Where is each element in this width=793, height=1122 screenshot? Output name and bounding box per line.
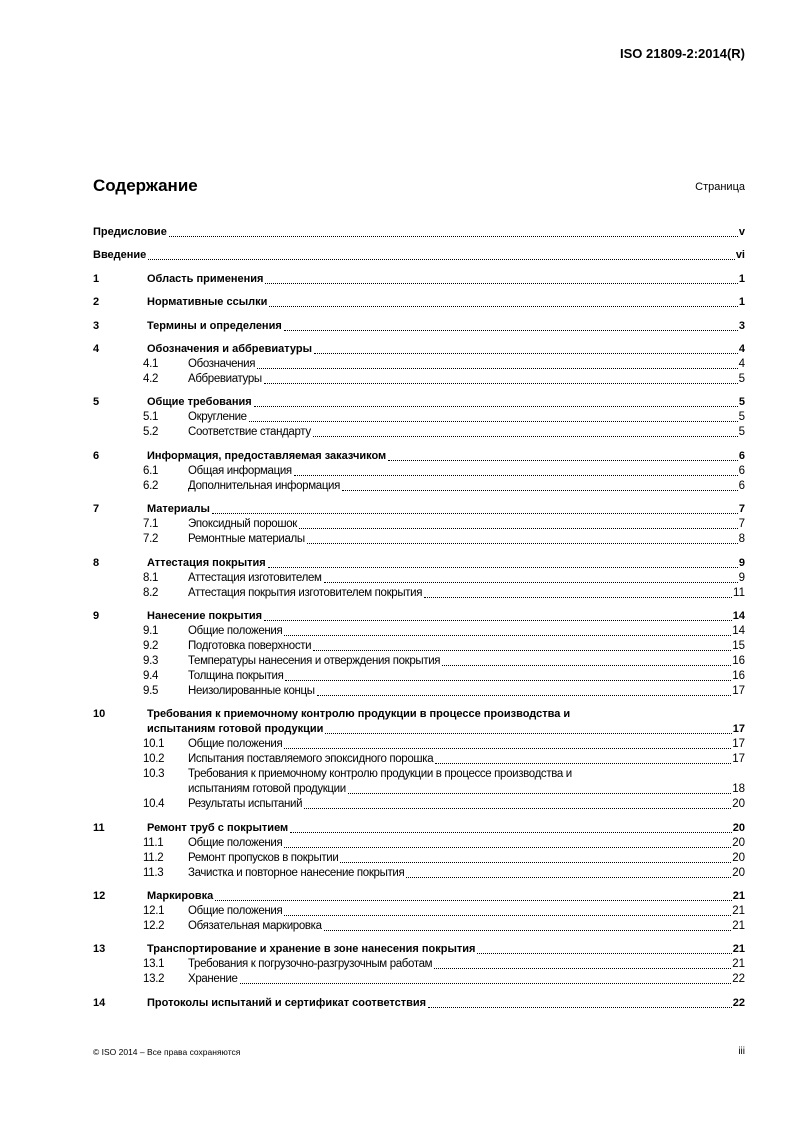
toc-entry[interactable] [93,395,745,410]
toc-entry[interactable] [93,752,745,767]
toc-entry-number: 8.1 [143,571,159,584]
dot-leader [284,329,738,331]
toc-entry[interactable] [93,502,745,517]
toc-entry-page: 16 [732,654,745,667]
toc-entry-page: 17 [732,753,745,766]
toc-entry-number: 3 [93,319,100,332]
toc-entry-number: 14 [93,996,106,1009]
toc-entry-page: 8 [738,533,745,546]
toc-entry-number: 12.2 [143,920,165,933]
toc-entry[interactable] [93,517,745,532]
dot-leader [169,235,738,237]
toc-entry-title: Испытания поставляемого эпоксидного порошка [188,753,434,766]
dot-leader [313,435,738,437]
dot-leader [212,512,738,514]
toc-entry-page: 6 [738,479,745,492]
toc-entry-page: 14 [732,609,745,622]
toc-entry[interactable] [93,654,745,669]
toc-entry-title: Обозначения и аббревиатуры [147,342,313,355]
toc-entry-title: Предисловие [93,226,167,238]
toc-entry-page: 20 [732,798,745,811]
toc-title: Содержание [93,176,198,195]
dot-leader [254,405,738,407]
toc-entry-number: 11.2 [143,851,164,864]
toc-entry-page: 14 [732,624,745,637]
toc-entry[interactable] [93,295,745,310]
toc-entry-number: 13.1 [143,958,165,971]
toc-entry-title: Общие положения [188,836,283,849]
toc-entry[interactable] [93,996,745,1011]
toc-entry[interactable] [93,624,745,639]
dot-leader [324,929,732,931]
dot-leader [215,899,732,901]
toc-entry-page: 18 [732,783,745,796]
toc-entry-number: 8 [93,556,100,569]
toc-entry-page: 5 [738,411,745,424]
toc-entry-number: 11 [93,821,105,834]
toc-entry[interactable] [93,248,745,263]
toc-entry[interactable] [93,821,745,836]
toc-entry-title: Округление [188,411,247,424]
toc-entry-title: Температуры нанесения и отверждения покрытия [188,654,441,667]
toc-entry-number: 4 [93,342,100,355]
toc-entry-title: Соответствие стандарту [188,426,311,439]
toc-entry-number: 9.2 [143,639,159,652]
toc-entry[interactable] [93,767,745,782]
toc-entry-continuation[interactable] [93,722,745,737]
toc-entry-number: 10.2 [143,753,165,766]
toc-entry-page: 7 [738,518,745,531]
toc-entry[interactable] [93,532,745,547]
table-of-contents [93,225,745,1011]
toc-entry-number: 10 [93,708,106,721]
toc-entry[interactable] [93,957,745,972]
dot-leader [290,831,732,833]
toc-entry-title: Нанесение покрытия [147,609,263,622]
toc-entry-number: 5.2 [143,426,159,439]
dot-leader [240,982,732,984]
toc-entry[interactable] [93,410,745,425]
toc-entry-page: 17 [732,684,745,697]
toc-entry-number: 9.1 [143,624,159,637]
toc-entry-title: Аттестация покрытия изготовителем покрытия [188,586,423,599]
toc-entry[interactable] [93,556,745,571]
toc-entry-continuation[interactable] [93,782,745,797]
toc-entry-page: 3 [738,319,745,332]
dot-leader [428,1006,732,1008]
toc-entry-page: 1 [738,272,745,285]
toc-entry-number: 10.1 [143,738,165,751]
toc-entry-page: 17 [732,738,745,751]
dot-leader [269,305,738,307]
toc-entry-title: Нормативные ссылки [147,296,268,309]
toc-entry-number: 5.1 [143,411,159,424]
page-column-label: Страница [695,181,745,193]
toc-entry-page: 21 [732,905,745,918]
toc-entry-title: Аттестация изготовителем [188,571,322,584]
dot-leader [325,732,731,734]
dot-leader [268,566,738,568]
toc-entry-title: Подготовка поверхности [188,639,312,652]
toc-entry-number: 6.2 [143,479,159,492]
toc-entry[interactable] [93,836,745,851]
toc-entry[interactable] [93,866,745,881]
toc-entry-page: 21 [732,890,745,903]
toc-entry-page: 22 [732,973,745,986]
toc-entry-page: 6 [738,449,745,462]
toc-entry-title: Материалы [147,503,210,516]
toc-entry-page: 21 [732,958,745,971]
toc-entry-page: 20 [732,851,745,864]
toc-entry[interactable] [93,737,745,752]
dot-leader [284,747,731,749]
dot-leader [307,542,738,544]
toc-entry-page: 15 [732,639,745,652]
toc-entry-number: 6 [93,449,100,462]
toc-entry[interactable] [93,889,745,904]
toc-entry[interactable] [93,586,745,601]
toc-entry-page: 21 [732,920,745,933]
toc-entry-title: Общие положения [188,905,283,918]
toc-entry[interactable] [93,609,745,624]
toc-entry-page: 9 [738,571,745,584]
toc-entry-title: Протоколы испытаний и сертификат соответствия [147,996,427,1009]
toc-entry-page: 21 [732,943,745,956]
toc-entry-title: Обозначения [188,357,256,370]
toc-entry[interactable] [93,464,745,479]
toc-entry-title: Общая информация [188,464,292,477]
dot-leader [284,914,731,916]
dot-leader [294,474,738,476]
toc-entry-title: Обязательная маркировка [188,920,322,933]
toc-entry-number: 5 [93,396,100,409]
toc-entry-page: 1 [738,296,745,309]
toc-entry-title: Требования к приемочному контролю продукции в процессе производства и [147,708,571,721]
dot-leader [434,967,731,969]
toc-entry-title-continued: испытаниям готовой продукции [147,723,324,736]
toc-entry-number: 9 [93,609,100,622]
toc-entry-title: Зачистка и повторное нанесение покрытия [188,866,405,879]
toc-entry[interactable] [93,684,745,699]
dot-leader [424,596,732,598]
toc-entry[interactable] [93,372,745,387]
toc-entry[interactable] [93,797,745,812]
footer-page-number: iii [738,1046,745,1057]
toc-entry-title: Хранение [188,973,238,986]
dot-leader [313,649,731,651]
toc-entry-page: 16 [732,669,745,682]
toc-entry[interactable] [93,272,745,287]
dot-leader [317,694,732,696]
dot-leader [148,258,735,260]
toc-entry-number: 1 [93,272,100,285]
toc-entry-title: Маркировка [147,890,214,903]
toc-entry[interactable] [93,707,745,722]
toc-entry-page: v [738,226,745,238]
toc-entry-number: 4.2 [143,372,159,385]
dot-leader [284,846,731,848]
toc-entry-page: 20 [732,836,745,849]
toc-entry-title: Требования к приемочному контролю продукции в процессе производства и [188,768,572,781]
toc-entry[interactable] [93,639,745,654]
toc-entry-title: Термины и определения [147,319,282,332]
toc-entry-number: 7.2 [143,533,159,546]
toc-entry-page: 22 [732,996,745,1009]
dot-leader [435,762,731,764]
toc-entry-title: Ремонт труб с покрытием [147,821,289,834]
toc-entry-number: 9.3 [143,654,159,667]
toc-entry-number: 7 [93,503,100,516]
toc-entry-page: 9 [738,556,745,569]
dot-leader [442,664,731,666]
dot-leader [477,952,731,954]
dot-leader [340,861,731,863]
toc-entry-title: Транспортирование и хранение в зоне нанесения покрытия [147,943,476,956]
toc-entry-number: 6.1 [143,464,159,477]
toc-entry-title: Введение [93,249,147,262]
toc-entry-number: 12.1 [143,905,165,918]
toc-entry-title: Эпоксидный порошок [188,518,297,531]
dot-leader [264,382,738,384]
dot-leader [264,619,732,621]
toc-entry-title: Информация, предоставляемая заказчиком [147,449,387,462]
dot-leader [314,352,738,354]
dot-leader [265,282,737,284]
toc-entry-number: 11.3 [143,866,164,879]
toc-entry-number: 4.1 [143,357,159,370]
toc-entry-title: Толщина покрытия [188,669,284,682]
dot-leader [324,581,738,583]
toc-entry-number: 10.4 [143,798,165,811]
toc-entry-title: Аттестация покрытия [147,556,266,569]
dot-leader [285,679,731,681]
toc-entry-number: 8.2 [143,586,159,599]
dot-leader [304,807,731,809]
toc-entry-page: 5 [738,396,745,409]
toc-entry[interactable] [93,571,745,586]
toc-entry-page: 4 [738,357,745,370]
dot-leader [299,527,738,529]
toc-entry[interactable] [93,972,745,987]
dot-leader [257,367,737,369]
toc-entry-title: Дополнительная информация [188,479,341,492]
toc-entry-title: Область применения [147,272,264,285]
toc-entry-title: Ремонт пропусков в покрытии [188,851,339,864]
toc-entry-page: 17 [732,723,745,736]
toc-entry[interactable] [93,425,745,440]
toc-entry-page: 7 [738,503,745,516]
toc-entry-title: Результаты испытаний [188,798,303,811]
toc-entry-number: 9.5 [143,684,159,697]
dot-leader [406,876,731,878]
toc-entry-number: 11.1 [143,836,164,849]
toc-entry[interactable] [93,669,745,684]
toc-entry-number: 7.1 [143,518,159,531]
toc-entry-title: Неизолированные концы [188,684,315,697]
toc-entry-number: 12 [93,890,106,903]
dot-leader [284,634,731,636]
toc-entry-title: Ремонтные материалы [188,533,305,546]
toc-entry-title: Общие положения [188,738,283,751]
toc-entry-title: Требования к погрузочно-разгрузочным работам [188,958,433,971]
document-id: ISO 21809-2:2014(R) [619,46,745,61]
toc-entry-number: 13.2 [143,973,165,986]
dot-leader [249,420,738,422]
toc-entry[interactable] [93,342,745,357]
toc-entry-title-continued: испытаниям готовой продукции [188,783,346,796]
toc-entry[interactable] [93,904,745,919]
toc-entry-page: 20 [732,866,745,879]
toc-entry[interactable] [93,225,745,240]
toc-entry-page: 5 [738,372,745,385]
toc-entry-page: 4 [738,342,745,355]
footer-copyright: © ISO 2014 – Все права сохраняются [93,1047,241,1057]
toc-entry-page: 6 [738,464,745,477]
toc-entry[interactable] [93,449,745,464]
toc-entry-page: 5 [738,426,745,439]
toc-entry-page: 11 [733,586,745,599]
toc-entry-number: 9.4 [143,669,159,682]
toc-entry-page: vi [735,249,745,262]
toc-entry-title: Общие положения [188,624,283,637]
toc-entry-number: 2 [93,296,100,309]
toc-entry[interactable] [93,942,745,957]
toc-entry-title: Аббревиатуры [188,372,262,385]
toc-entry-number: 10.3 [143,768,165,781]
dot-leader [342,489,738,491]
toc-entry[interactable] [93,357,745,372]
dot-leader [388,459,738,461]
toc-entry[interactable] [93,851,745,866]
toc-entry-page: 20 [732,821,745,834]
toc-entry[interactable] [93,919,745,934]
toc-entry-number: 13 [93,943,106,956]
toc-entry[interactable] [93,479,745,494]
toc-entry[interactable] [93,319,745,334]
dot-leader [348,792,731,794]
toc-entry-title: Общие требования [147,396,252,409]
